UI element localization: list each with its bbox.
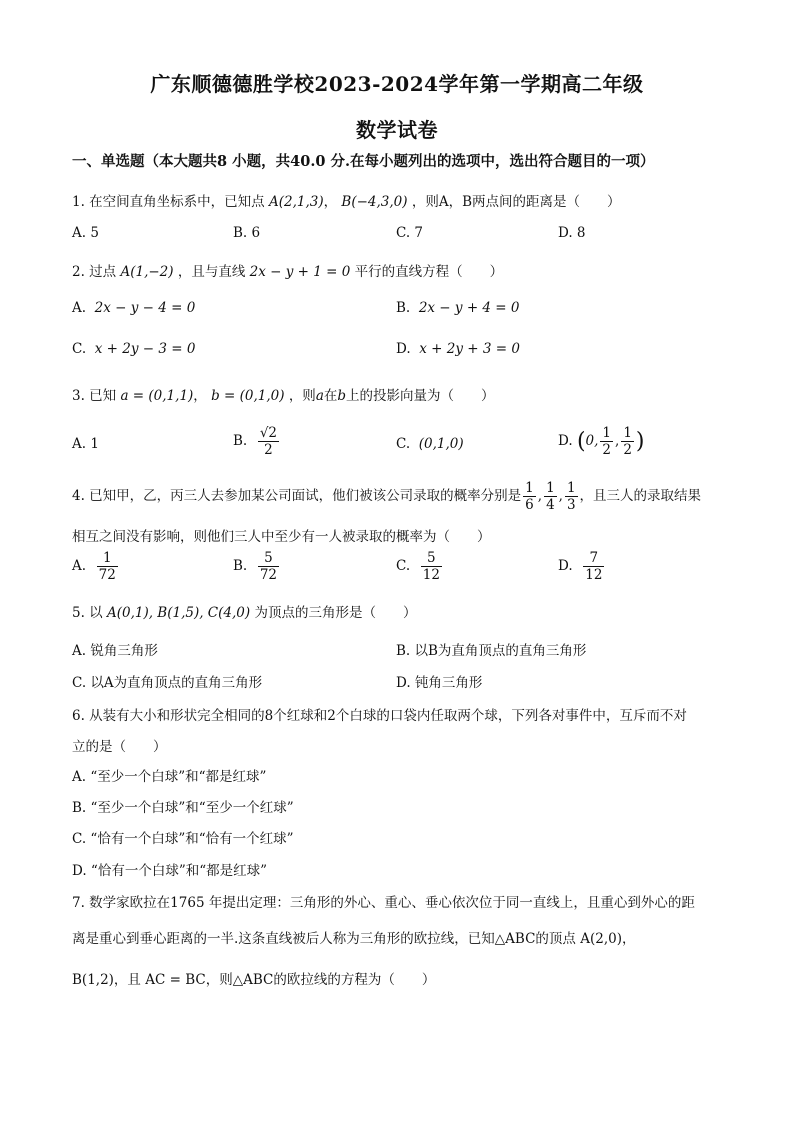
q2-option-a-value: 2x − y − 4 = 0 — [94, 300, 196, 316]
q4-p1-n: 1 — [525, 480, 534, 496]
q4-option-b-fraction — [258, 550, 279, 583]
q2-line: 2x − y + 1 = 0 — [249, 264, 351, 280]
question-3-stem: 3. 已知 a = (0,1,1)， b = (0,1,0) ，则a在b上的投影向量为（ ） — [72, 388, 495, 404]
q2-text-c: 平行的直线方程（ ） — [354, 264, 504, 280]
q3-option-c-value: (0,1,0) — [418, 436, 464, 452]
q4-p1-d: 6 — [525, 497, 534, 513]
q3-option-d-label: D. — [558, 433, 573, 449]
q3-vec-b-symbol: b — [337, 388, 347, 404]
exam-subtitle: 数学试卷 — [356, 118, 438, 142]
q2-option-d — [396, 341, 520, 357]
q3-option-d-frac1 — [600, 425, 613, 458]
q2-text-a: 2. 过点 — [72, 264, 117, 280]
q1-option-c: C. 7 — [396, 225, 424, 241]
q6-option-b: B. “至少一个白球”和“至少一个红球” — [72, 800, 294, 816]
q3-option-d: D. (0, $\frac{1}{2}$ , $\frac{1}{2}$ ) — [558, 425, 645, 458]
q3-option-a: A. 1 — [72, 436, 99, 452]
question-5-stem — [72, 601, 416, 621]
section-heading: 一、单选题（本大题共8 小题，共40.0 分.在每小题列出的选项中，选出符合题目的一项） — [72, 153, 655, 170]
question-7-line-3: B(1,2)，且 AC = BC，则△ABC的欧拉线的方程为（ ） — [72, 972, 436, 988]
q4-c-n: 5 — [421, 550, 442, 567]
q2-option-c-value: x + 2y − 3 = 0 — [94, 341, 196, 357]
q4-option-c — [396, 550, 444, 583]
q4-option-d — [558, 550, 606, 583]
q3-d-d1: 2 — [602, 442, 612, 458]
q3-text-a: 3. 已知 — [72, 388, 117, 404]
q3-option-d-first: 0, — [585, 433, 599, 449]
q3-option-b — [233, 425, 281, 458]
q4-prob-3 — [565, 480, 578, 513]
q3-text-d: 上的投影向量为（ ） — [346, 388, 495, 404]
q3-option-b-denominator: 2 — [264, 442, 273, 458]
q4-option-b — [233, 550, 281, 583]
q4-p3-d: 3 — [566, 497, 576, 513]
q4-p2-n: 1 — [546, 480, 555, 496]
q2-option-c — [72, 341, 195, 357]
q1-point-a: A(2,1,3) — [268, 194, 324, 210]
q4-p3-n: 1 — [566, 480, 576, 496]
q1-text-b: ，则A，B两点间的距离是（ ） — [411, 194, 621, 210]
q3-vec-a-symbol: a — [315, 388, 324, 404]
q6-option-d: D. “恰有一个白球”和“都是红球” — [72, 863, 268, 879]
q4-c-d: 12 — [422, 567, 440, 583]
q2-text-b: ，且与直线 — [177, 264, 246, 280]
q2-option-c-label: C. — [72, 341, 87, 357]
q2-point: A(1,−2) — [120, 264, 174, 280]
q4-option-c-label: C. — [396, 558, 411, 574]
q3-option-b-numerator: √2 — [259, 425, 278, 441]
question-1-stem: 1. 在空间直角坐标系中，已知点 A(2,1,3)， B(−4,3,0) ，则A，B两点间的距离是（ ） — [72, 194, 621, 210]
q2-option-b-label: B. — [396, 300, 411, 316]
q4-option-a-label: A. — [72, 558, 87, 574]
q1-option-b: B. 6 — [233, 225, 261, 241]
q1-option-d: D. 8 — [558, 225, 586, 241]
q5-text-a: 5. 以 — [72, 605, 103, 621]
q4-text-a: 4. 已知甲，乙，丙三人去参加某公司面试，他们被该公司录取的概率分别是 — [72, 488, 522, 504]
q4-text-b: ，且三人的录取结果 — [579, 488, 702, 504]
question-6-line-2: 立的是（ ） — [72, 739, 167, 755]
q3-option-c — [396, 436, 464, 452]
q3-d-n1: 1 — [602, 425, 612, 441]
question-2-stem — [72, 260, 503, 280]
q3-vector-b: b = (0,1,0) — [211, 388, 285, 404]
q2-option-d-label: D. — [396, 341, 411, 357]
q4-option-b-label: B. — [233, 558, 248, 574]
q4-option-d-label: D. — [558, 558, 573, 574]
q4-p2-d: 4 — [546, 497, 555, 513]
q4-option-d-fraction — [583, 550, 604, 583]
q4-b-n: 5 — [258, 550, 279, 567]
q2-option-d-value: x + 2y + 3 = 0 — [419, 341, 520, 357]
q3-d-d2: 2 — [623, 442, 632, 458]
q2-option-b-value: 2x − y + 4 = 0 — [418, 300, 520, 316]
q3-d-n2: 1 — [623, 425, 632, 441]
q4-prob-1 — [523, 480, 536, 513]
q5-text-b: 为顶点的三角形是（ ） — [254, 605, 417, 621]
q4-a-d: 72 — [98, 567, 116, 583]
q5-points: A(0,1), B(1,5), C(4,0) — [106, 605, 251, 621]
q4-option-a-fraction — [97, 550, 118, 583]
question-7-line-2: 离是重心到垂心距离的一半.这条直线被后人称为三角形的欧拉线，已知△ABC的顶点 A(2,0)， — [72, 931, 636, 947]
q4-line-2: 相互之间没有影响，则他们三人中至少有一人被录取的概率为（ ） — [72, 529, 491, 545]
q3-option-c-label: C. — [396, 436, 411, 452]
q2-option-a — [72, 300, 195, 316]
q3-option-b-label: B. — [233, 433, 248, 449]
q5-option-a: A. 锐角三角形 — [72, 643, 158, 659]
q6-option-c: C. “恰有一个白球”和“恰有一个红球” — [72, 831, 294, 847]
q2-option-a-label: A. — [72, 300, 87, 316]
q3-text-b: ，则 — [288, 388, 316, 404]
q4-option-c-fraction — [421, 550, 442, 583]
q3-text-c: 在 — [323, 388, 338, 404]
q3-vector-a: a = (0,1,1) — [120, 388, 194, 404]
q1-point-b: B(−4,3,0) — [341, 194, 408, 210]
q4-b-d: 72 — [259, 567, 277, 583]
q4-d-n: 7 — [583, 550, 604, 567]
question-4-stem: 4. 已知甲，乙，丙三人去参加某公司面试，他们被该公司录取的概率分别是 $\frac{1}{6}$ , $\frac{1}{4}$ , $\frac{1}{3}$ ，且三人的录取结果 — [72, 480, 702, 513]
question-6-line-1: 6. 从装有大小和形状完全相同的8个红球和2个白球的口袋内任取两个球，下列各对事件中，互斥而不对 — [72, 708, 687, 724]
q4-a-n: 1 — [97, 550, 118, 567]
q4-option-a — [72, 550, 120, 583]
q2-option-b — [396, 300, 520, 316]
q5-option-c: C. 以A为直角顶点的直角三角形 — [72, 675, 263, 691]
q6-option-a: A. “至少一个白球”和“都是红球” — [72, 769, 267, 785]
exam-title: 广东顺德德胜学校2023-2024学年第一学期高二年级 — [150, 72, 644, 96]
q3-option-d-frac2 — [621, 425, 634, 458]
q4-d-d: 12 — [585, 567, 603, 583]
q5-option-d: D. 钝角三角形 — [396, 675, 483, 691]
q3-option-b-fraction — [258, 425, 279, 458]
q4-prob-2 — [544, 480, 557, 513]
q5-option-b: B. 以B为直角顶点的直角三角形 — [396, 643, 587, 659]
q1-option-a: A. 5 — [72, 225, 99, 241]
q1-text-a: 1. 在空间直角坐标系中，已知点 — [72, 194, 265, 210]
question-7-line-1: 7. 数学家欧拉在1765 年提出定理：三角形的外心、重心、垂心依次位于同一直线上，且重心到外心的距 — [72, 895, 695, 911]
